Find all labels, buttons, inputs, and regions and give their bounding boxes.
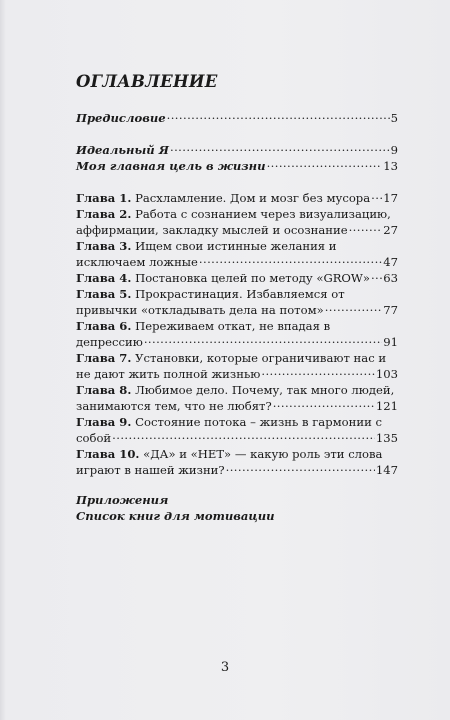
toc-page-number: 91 <box>383 335 398 349</box>
chapter-heading: Глава 10. <box>76 447 140 461</box>
toc-entry-label: Предисловие <box>76 111 166 125</box>
chapter-heading: Глава 7. <box>76 351 132 365</box>
toc-entry-chapter <box>76 238 398 270</box>
chapter-title-line: Постановка целей по методу «GROW» <box>135 271 370 285</box>
chapter-heading: Глава 6. <box>76 319 132 333</box>
toc-page-number: 103 <box>375 367 398 381</box>
leader-dots <box>199 254 382 266</box>
toc-entry-chapter <box>76 190 398 206</box>
toc-page-number: 17 <box>383 191 398 205</box>
toc-page-number: 47 <box>383 255 398 269</box>
toc-entry-label: Моя главная цель в жизни <box>76 159 266 173</box>
chapter-heading: Глава 9. <box>76 415 132 429</box>
chapter-title-line: Установки, которые ограничивают нас и <box>135 351 387 365</box>
leader-dots <box>371 190 382 202</box>
chapter-heading: Глава 3. <box>76 239 132 253</box>
leader-dots <box>170 142 390 154</box>
chapter-title-line: «ДА» и «НЕТ» — какую роль эти слова <box>143 447 383 461</box>
chapter-heading: Глава 2. <box>76 207 132 221</box>
toc-entry-chapter <box>76 446 398 478</box>
chapter-list <box>76 190 398 478</box>
chapter-heading: Глава 1. <box>76 191 132 205</box>
page-number: 3 <box>220 660 230 675</box>
toc-title: ОГЛАВЛЕНИЕ <box>76 72 218 91</box>
chapter-title-line: Расхламление. Дом и мозг без мусора <box>135 191 371 205</box>
toc-page-number: 5 <box>390 111 398 125</box>
leader-dots <box>112 430 375 442</box>
toc-page-number: 9 <box>390 143 398 157</box>
toc-entry-goal <box>76 158 398 174</box>
leader-dots <box>273 398 375 410</box>
toc-entry-chapter <box>76 206 398 238</box>
appendix-item: Список книг для мотивации <box>76 509 275 523</box>
leader-dots <box>144 334 382 346</box>
toc-entry-chapter <box>76 382 398 414</box>
toc-entry-label: Идеальный Я <box>76 143 169 157</box>
toc-entry-chapter <box>76 318 398 350</box>
leader-dots <box>325 302 383 314</box>
chapter-title-line: исключаем ложные <box>76 255 198 269</box>
chapter-title-line: играют в нашей жизни? <box>76 463 225 477</box>
toc-entry-chapter <box>76 414 398 446</box>
chapter-title-line: Любимое дело. Почему, так много людей, <box>135 383 395 397</box>
chapter-title-line: занимаются тем, что не любят? <box>76 399 272 413</box>
toc-entry-preface <box>76 110 398 126</box>
toc-entry-chapter <box>76 270 398 286</box>
chapter-heading: Глава 8. <box>76 383 132 397</box>
chapter-title-line: привычки «откладывать дела на потом» <box>76 303 324 317</box>
toc-page-number: 77 <box>383 303 398 317</box>
leader-dots <box>226 462 375 474</box>
leader-dots <box>371 270 382 282</box>
appendix-item: Приложения <box>76 493 169 507</box>
toc-page-number: 121 <box>375 399 398 413</box>
chapter-title-line: Работа с сознанием через визуализацию, <box>135 207 391 221</box>
chapter-title-line: Ищем свои истинные желания и <box>135 239 337 253</box>
leader-dots <box>261 366 374 378</box>
chapter-title-line: Переживаем откат, не впадая в <box>135 319 331 333</box>
chapter-title-line: аффирмации, закладку мыслей и осознание <box>76 223 348 237</box>
chapter-title-line: собой <box>76 431 112 445</box>
toc-page-number: 135 <box>375 431 398 445</box>
chapter-title-line: депрессию <box>76 335 143 349</box>
leader-dots <box>167 110 390 122</box>
chapter-heading: Глава 4. <box>76 271 132 285</box>
leader-dots <box>267 158 383 170</box>
chapter-heading: Глава 5. <box>76 287 132 301</box>
chapter-title-line: Прокрастинация. Избавляемся от <box>135 287 345 301</box>
toc-page-number: 147 <box>375 463 398 477</box>
appendix-block <box>76 492 398 524</box>
chapter-title-line: Состояние потока – жизнь в гармонии с <box>135 415 382 429</box>
leader-dots <box>349 222 383 234</box>
toc-page-number: 63 <box>383 271 398 285</box>
toc-entry-chapter <box>76 286 398 318</box>
table-of-contents <box>76 72 398 524</box>
toc-page-number: 13 <box>383 159 398 173</box>
toc-entry-chapter <box>76 350 398 382</box>
toc-page-number: 27 <box>383 223 398 237</box>
chapter-title-line: не дают жить полной жизнью <box>76 367 261 381</box>
toc-entry-ideal <box>76 142 398 158</box>
